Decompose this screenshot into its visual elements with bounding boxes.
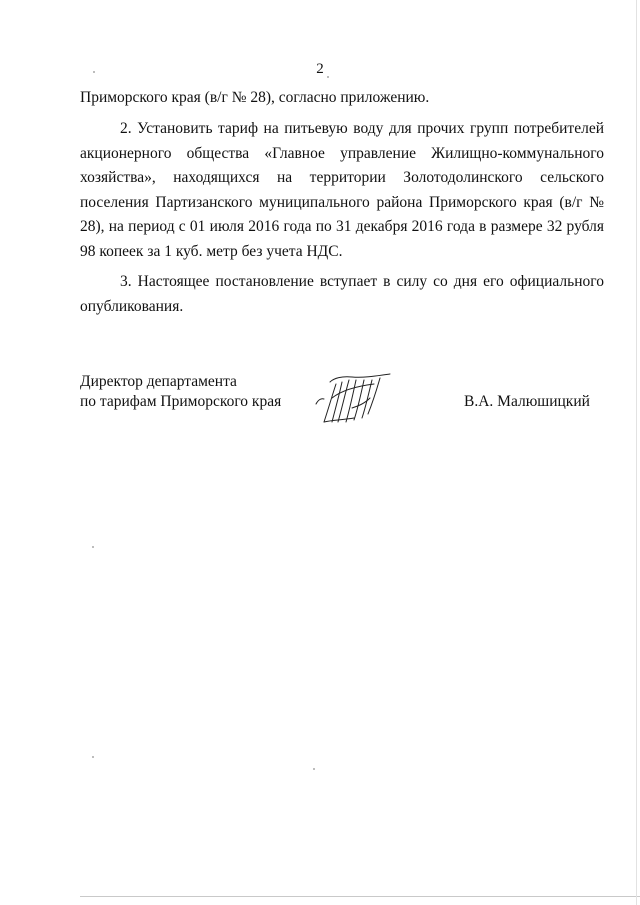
scan-speck — [92, 756, 94, 758]
signatory-name: В.А. Малюшицкий — [464, 393, 590, 410]
signatory-position-line2: по тарифам Приморского края — [80, 393, 282, 410]
paragraph-2: 2. Установить тариф на питьевую воду для прочих групп потребителей акционерного общества «Главное управление Жилищно-коммунального хозяйства», находящихся на территории Золотодолинского сельского поселения Партизанского муниципального района Приморского края (в/г № 28), на период с 01 июля 2016 года по 31 декабря 2016 года в размере 32 рубля 98 копеек за 1 куб. метр без учета НДС. — [80, 120, 604, 260]
signatory-position-line1: Директор департамента — [80, 373, 237, 390]
signatory-position — [80, 372, 281, 412]
paragraph-3: 3. Настоящее постановление вступает в силу со дня его официального опубликования. — [80, 273, 604, 315]
handwritten-signature — [312, 368, 398, 428]
paragraph-continuation: Приморского края (в/г № 28), согласно приложению. — [80, 89, 430, 106]
scan-speck — [93, 71, 95, 73]
scan-edge-bottom — [80, 896, 640, 897]
page-number: 2 — [316, 61, 324, 77]
scan-speck — [313, 768, 315, 770]
scan-speck — [92, 546, 94, 548]
scan-edge-right — [636, 0, 637, 905]
scan-speck — [327, 76, 329, 78]
